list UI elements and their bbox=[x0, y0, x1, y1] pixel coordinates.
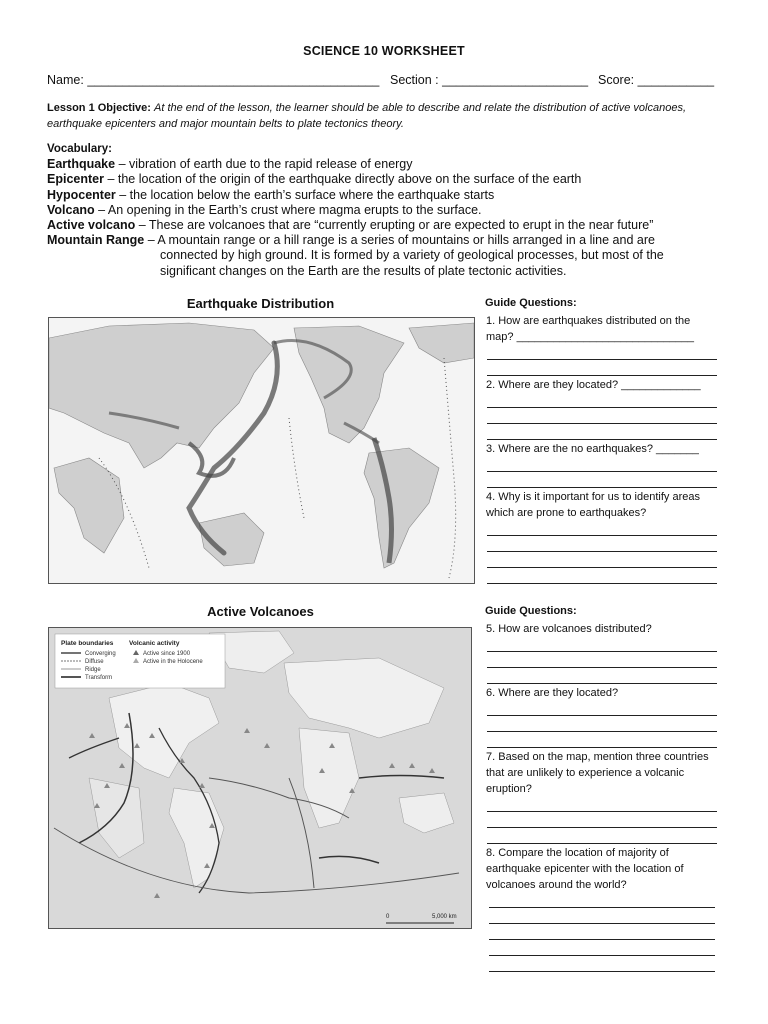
earthquake-map bbox=[48, 317, 475, 584]
answer-line[interactable] bbox=[487, 423, 717, 440]
vocab-term: Earthquake bbox=[47, 157, 116, 172]
vocabulary-section bbox=[47, 142, 737, 279]
answer-line[interactable] bbox=[489, 923, 715, 940]
answer-line[interactable] bbox=[487, 455, 717, 472]
earthquake-map-graphic bbox=[49, 318, 474, 583]
answer-line[interactable] bbox=[487, 551, 717, 568]
guide-questions-header-1: Guide Questions: bbox=[485, 297, 577, 309]
question-3: 3. Where are the no earthquakes? _______ bbox=[486, 443, 699, 455]
vocab-term: Epicenter bbox=[47, 172, 104, 187]
vocab-item bbox=[47, 203, 737, 218]
name-label: Name: bbox=[47, 73, 84, 87]
question-5: 5. How are volcanoes distributed? bbox=[486, 623, 652, 635]
question-7: 7. Based on the map, mention three countries that are unlikely to experience a volcanic eruption? bbox=[486, 751, 709, 795]
scale-zero: 0 bbox=[386, 914, 390, 920]
answer-line[interactable] bbox=[487, 699, 717, 716]
answer-line[interactable] bbox=[487, 667, 717, 684]
question-1b: map? _____________________________ bbox=[486, 331, 694, 343]
answer-line[interactable] bbox=[489, 955, 715, 972]
volcano-title: Active Volcanoes bbox=[207, 604, 314, 619]
legend-active-1900: Active since 1900 bbox=[143, 651, 191, 657]
legend-transform: Transform bbox=[85, 675, 113, 681]
legend-volcanic-activity: Volcanic activity bbox=[129, 640, 180, 647]
vocab-def: – An opening in the Earth’s crust where magma erupts to the surface. bbox=[94, 202, 482, 217]
answer-line[interactable] bbox=[487, 535, 717, 552]
guide-questions-header-2: Guide Questions: bbox=[485, 605, 577, 617]
legend-ridge: Ridge bbox=[85, 667, 101, 673]
objective-text: At the end of the lesson, the learner should be able to describe and relate the distribution of active volcanoes, earthquake epicenters and major mountain belts to plate tectonics theory. bbox=[47, 102, 687, 130]
score-blank[interactable]: ___________ bbox=[637, 73, 715, 87]
question-2: 2. Where are they located? _____________ bbox=[486, 379, 701, 391]
vocab-item bbox=[47, 188, 737, 203]
answer-line[interactable] bbox=[487, 795, 717, 812]
vocab-def: – the location of the origin of the earthquake directly above on the surface of the earth bbox=[103, 172, 582, 187]
vocab-def: – These are volcanoes that are “currently erupting or are expected to erupt in the near future” bbox=[135, 218, 654, 233]
vocab-continuation: significant changes on the Earth are the results of plate tectonic activities. bbox=[160, 263, 567, 278]
vocab-def: – vibration of earth due to the rapid release of energy bbox=[115, 157, 413, 172]
answer-line[interactable] bbox=[487, 731, 717, 748]
vocab-item bbox=[47, 218, 737, 233]
vocab-def: – the location below the earth’s surface where the earthquake starts bbox=[115, 187, 495, 202]
name-blank[interactable]: __________________________________________ bbox=[87, 73, 380, 87]
answer-line[interactable] bbox=[487, 407, 717, 424]
scale-km: 5,000 km bbox=[432, 914, 457, 920]
vocab-term: Mountain Range bbox=[47, 233, 145, 248]
answer-line[interactable] bbox=[487, 519, 717, 536]
vocab-term: Hypocenter bbox=[47, 187, 116, 202]
answer-line[interactable] bbox=[487, 811, 717, 828]
answer-line[interactable] bbox=[487, 343, 717, 360]
question-6: 6. Where are they located? bbox=[486, 687, 619, 699]
legend-plate-boundaries: Plate boundaries bbox=[61, 640, 114, 647]
vocab-term: Active volcano bbox=[47, 218, 136, 233]
vocab-item bbox=[47, 172, 737, 187]
answer-line[interactable] bbox=[487, 827, 717, 844]
vocab-item bbox=[47, 157, 737, 172]
question-4: 4. Why is it important for us to identify areas which are prone to earthquakes? bbox=[486, 491, 700, 519]
legend-converging: Converging bbox=[85, 651, 116, 657]
legend-diffuse: Diffuse bbox=[85, 659, 104, 665]
question-8: 8. Compare the location of majority of earthquake epicenter with the location of volcanoes around the world? bbox=[486, 847, 684, 891]
lesson-objective bbox=[47, 100, 727, 132]
answer-line[interactable] bbox=[487, 391, 717, 408]
answer-line[interactable] bbox=[487, 567, 717, 584]
answer-line[interactable] bbox=[487, 651, 717, 668]
worksheet-title: SCIENCE 10 WORKSHEET bbox=[303, 44, 465, 58]
name-row bbox=[47, 73, 379, 87]
question-1a: 1. How are earthquakes distributed on the bbox=[486, 315, 691, 327]
vocab-term: Volcano bbox=[47, 202, 95, 217]
answer-line[interactable] bbox=[487, 359, 717, 376]
score-label: Score: bbox=[598, 73, 635, 87]
section-label: Section : bbox=[390, 73, 439, 87]
volcano-map bbox=[48, 627, 472, 929]
answer-line[interactable] bbox=[489, 907, 715, 924]
earthquake-title: Earthquake Distribution bbox=[186, 296, 335, 311]
answer-line[interactable] bbox=[487, 715, 717, 732]
vocabulary-header: Vocabulary: bbox=[47, 143, 112, 155]
answer-line[interactable] bbox=[487, 635, 717, 652]
vocab-def: – A mountain range or a hill range is a series of mountains or hills arranged in a line and are bbox=[144, 233, 655, 248]
score-row bbox=[598, 73, 714, 87]
vocab-continuation: connected by high ground. It is formed by a variety of geological processes, but most of the bbox=[160, 248, 664, 263]
answer-line[interactable] bbox=[487, 471, 717, 488]
objective-label: Lesson 1 Objective: bbox=[47, 102, 151, 114]
answer-line[interactable] bbox=[489, 891, 715, 908]
section-blank[interactable]: _____________________ bbox=[442, 73, 589, 87]
answer-line[interactable] bbox=[489, 939, 715, 956]
section-row bbox=[390, 73, 588, 87]
legend-active-holocene: Active in the Holocene bbox=[143, 659, 203, 665]
vocab-item bbox=[47, 233, 737, 248]
volcano-map-graphic bbox=[49, 628, 471, 928]
